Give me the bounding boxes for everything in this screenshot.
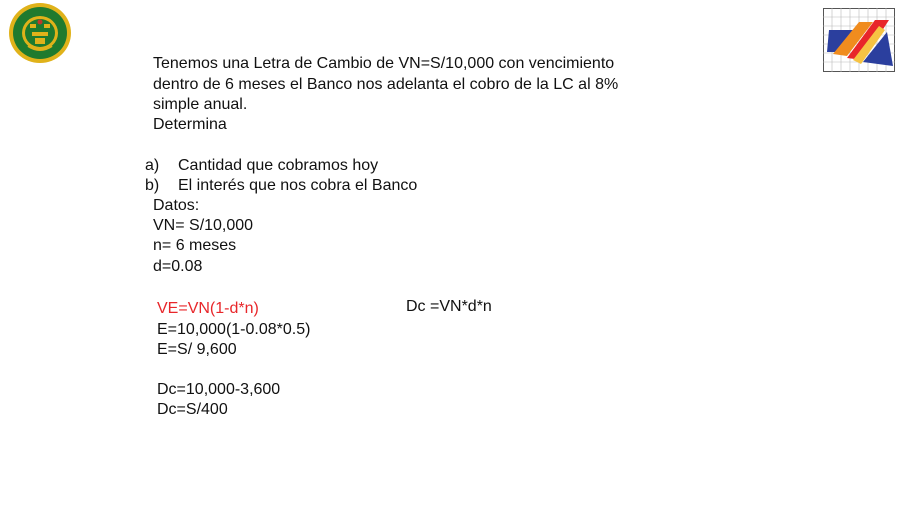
problem-line-2: dentro de 6 meses el Banco nos adelanta el cobro de la LC al 8% [153,76,619,93]
problem-line-4: Determina [153,116,227,133]
formula-dc: Dc =VN*d*n [406,298,492,315]
datos-vn: VN= S/10,000 [153,217,254,234]
question-b-text: El interés que nos cobra el Banco [178,177,418,194]
calc-e: E=10,000(1-0.08*0.5) [157,321,311,338]
question-a-marker: a) [145,157,160,174]
result-dc: Dc=S/400 [157,401,228,418]
question-b-marker: b) [145,177,160,194]
datos-d: d=0.08 [153,258,203,275]
result-e: E=S/ 9,600 [157,341,237,358]
datos-title: Datos: [153,197,200,214]
question-a-text: Cantidad que cobramos hoy [178,157,379,174]
chevron-arrows-logo-icon [823,8,895,72]
calc-dc: Dc=10,000-3,600 [157,381,281,398]
problem-line-1: Tenemos una Letra de Cambio de VN=S/10,000 con vencimiento [153,55,615,72]
university-seal-icon [8,2,72,64]
datos-n: n= 6 meses [153,237,237,254]
formula-ve: VE=VN(1-d*n) [157,300,259,317]
problem-line-3: simple anual. [153,96,248,113]
